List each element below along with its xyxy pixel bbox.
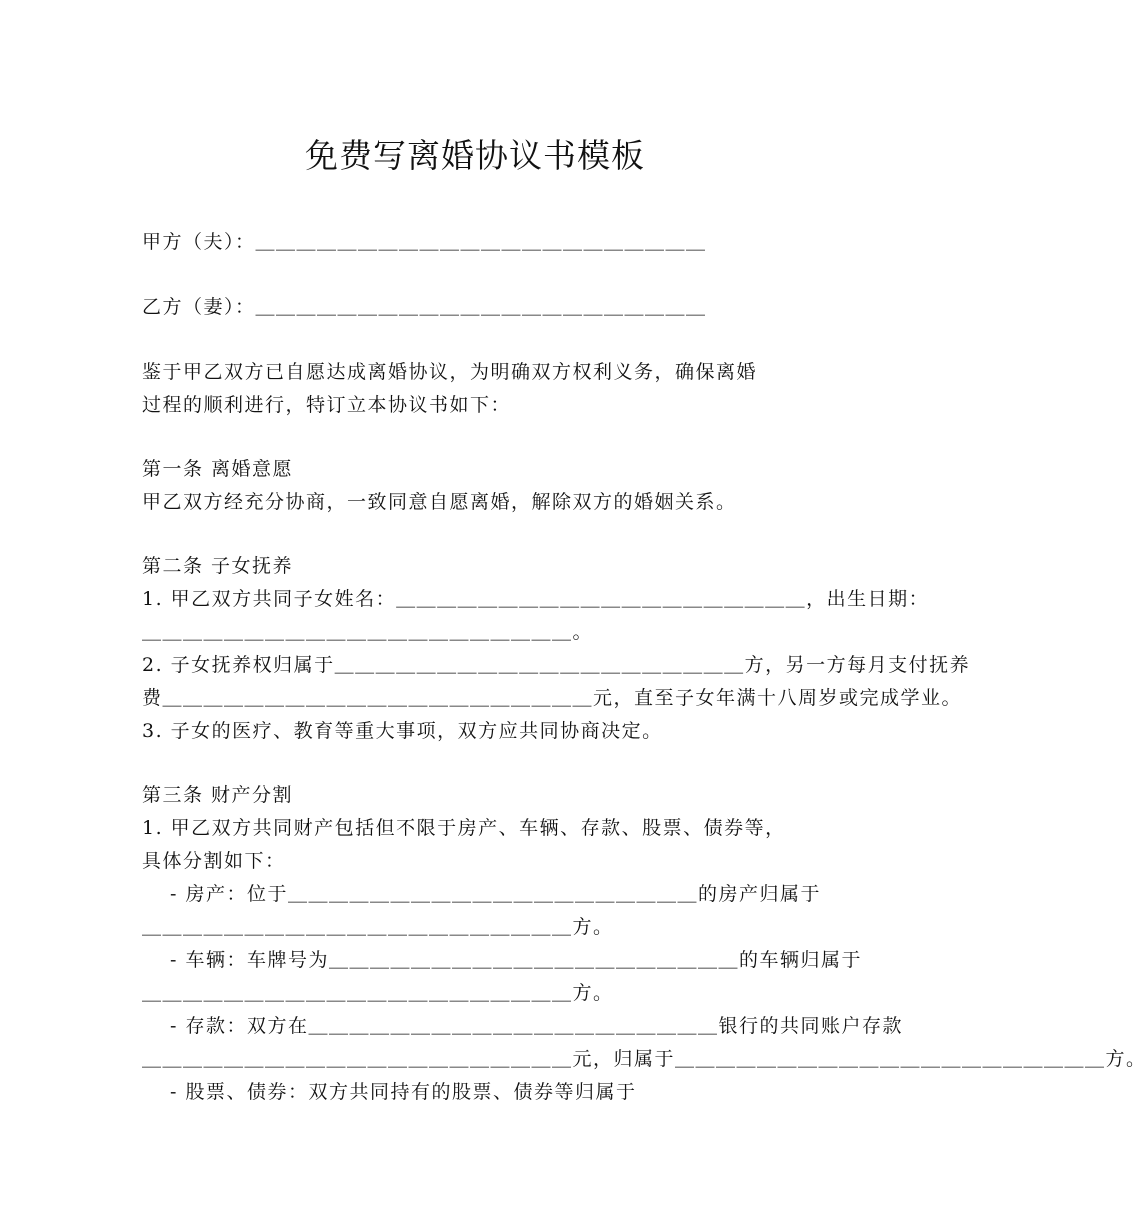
article-3-line: 1. 甲乙双方共同财产包括但不限于房产、车辆、存款、股票、债券等， — [142, 817, 786, 839]
party-wife-line: 乙方（妻）：＿＿＿＿＿＿＿＿＿＿＿＿＿＿＿＿＿＿＿＿＿＿ — [142, 296, 707, 318]
article-3-line: 具体分割如下： — [142, 850, 286, 872]
article-1-text: 甲乙双方经充分协商，一致同意自愿离婚，解除双方的婚姻关系。 — [142, 491, 737, 513]
article-2-heading: 第二条 子女抚养 — [142, 555, 294, 577]
article-2-line: 2. 子女抚养权归属于＿＿＿＿＿＿＿＿＿＿＿＿＿＿＿＿＿＿＿＿方，另一方每月支付抚养 — [142, 654, 971, 676]
party-husband-line: 甲方（夫）：＿＿＿＿＿＿＿＿＿＿＿＿＿＿＿＿＿＿＿＿＿＿ — [142, 231, 707, 253]
preamble-line: 鉴于甲乙双方已自愿达成离婚协议，为明确双方权利义务，确保离婚 — [142, 361, 758, 383]
article-3-heading: 第三条 财产分割 — [142, 784, 294, 806]
asset-item-house: - 房产：位于＿＿＿＿＿＿＿＿＿＿＿＿＿＿＿＿＿＿＿＿的房产归属于 — [170, 883, 821, 905]
article-2-line: ＿＿＿＿＿＿＿＿＿＿＿＿＿＿＿＿＿＿＿＿＿。 — [142, 621, 594, 643]
preamble-line: 过程的顺利进行，特订立本协议书如下： — [142, 394, 512, 416]
article-1-heading: 第一条 离婚意愿 — [142, 458, 294, 480]
article-2-line: 3. 子女的医疗、教育等重大事项，双方应共同协商决定。 — [142, 720, 663, 742]
asset-item-deposit: - 存款：双方在＿＿＿＿＿＿＿＿＿＿＿＿＿＿＿＿＿＿＿＿银行的共同账户存款 — [170, 1015, 903, 1037]
asset-item-continuation: ＿＿＿＿＿＿＿＿＿＿＿＿＿＿＿＿＿＿＿＿＿方。 — [142, 982, 614, 1004]
asset-item-vehicle: - 车辆：车牌号为＿＿＿＿＿＿＿＿＿＿＿＿＿＿＿＿＿＿＿＿的车辆归属于 — [170, 949, 862, 971]
document-title: 免费写离婚协议书模板 — [305, 136, 645, 175]
article-2-line: 1. 甲乙双方共同子女姓名：＿＿＿＿＿＿＿＿＿＿＿＿＿＿＿＿＿＿＿＿，出生日期： — [142, 588, 930, 610]
document-body — [142, 226, 1147, 1109]
asset-item-securities: - 股票、债券：双方共同持有的股票、债券等归属于 — [170, 1081, 637, 1103]
asset-item-continuation: ＿＿＿＿＿＿＿＿＿＿＿＿＿＿＿＿＿＿＿＿＿方。 — [142, 916, 614, 938]
article-2-line: 费＿＿＿＿＿＿＿＿＿＿＿＿＿＿＿＿＿＿＿＿＿元，直至子女年满十八周岁或完成学业。 — [142, 687, 963, 709]
asset-item-continuation: ＿＿＿＿＿＿＿＿＿＿＿＿＿＿＿＿＿＿＿＿＿元，归属于＿＿＿＿＿＿＿＿＿＿＿＿＿＿＿＿＿＿＿＿＿方。 — [142, 1048, 1147, 1070]
